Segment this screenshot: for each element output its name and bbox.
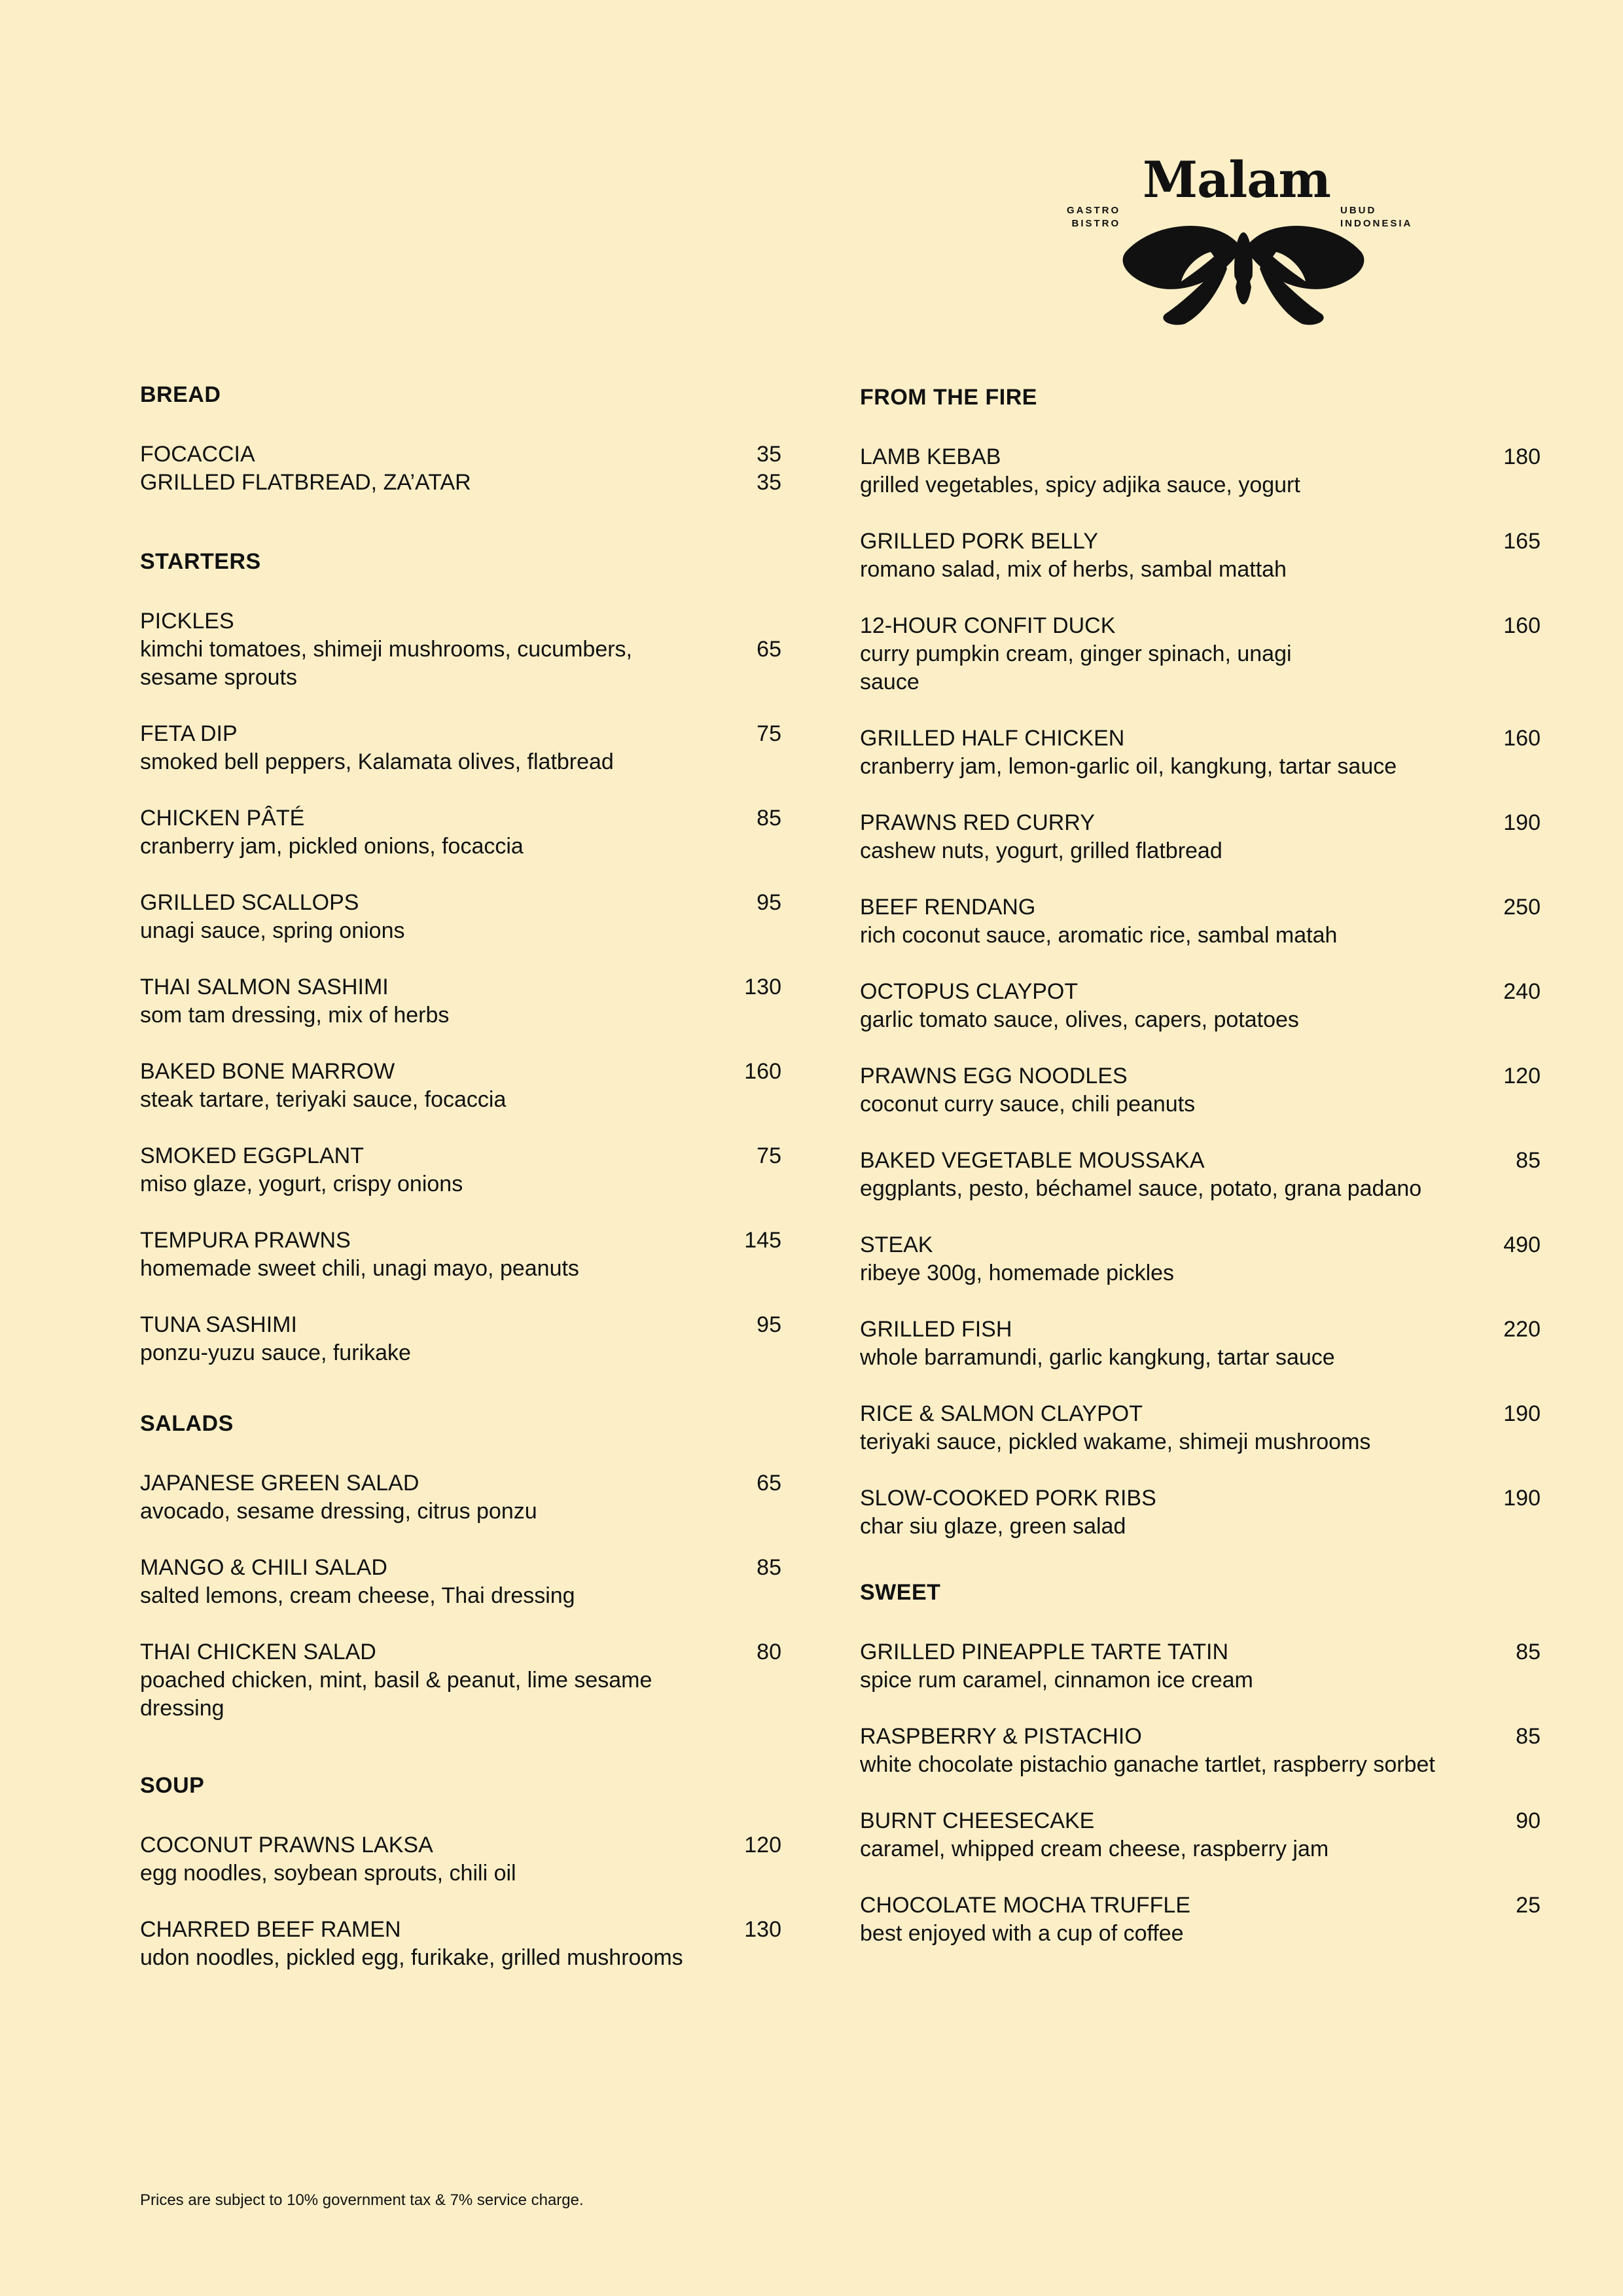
section-sweet [860,1579,1541,1976]
item-price: 240 [1503,979,1541,1004]
item-price: 490 [1503,1232,1541,1257]
menu-item [860,612,1541,696]
item-price: 65 [757,1471,781,1496]
tax-note: Prices are subject to 10% government tax & 7% service charge. [140,2191,584,2209]
item-description: curry pumpkin cream, ginger spinach, unagi sauce [860,641,1292,694]
item-description: romano salad, mix of herbs, sambal mattah [860,557,1287,582]
item-name: GRILLED PINEAPPLE TARTE TATIN [860,1640,1229,1664]
item-name: GRILLED PORK BELLY [860,529,1099,554]
item-name: BAKED VEGETABLE MOUSSAKA [860,1148,1205,1173]
item-price: 85 [757,1555,781,1580]
item-name: LAMB KEBAB [860,444,1001,469]
item-description: caramel, whipped cream cheese, raspberry jam [860,1837,1329,1861]
menu-item [140,607,781,692]
item-price: 160 [1503,613,1541,638]
item-price: 120 [1503,1064,1541,1088]
item-price: 130 [744,1917,781,1942]
item-description: eggplants, pesto, béchamel sauce, potato, grana padano [860,1176,1422,1201]
menu-item [860,809,1541,865]
item-description: miso glaze, yogurt, crispy onions [140,1172,463,1196]
menu-item [860,528,1541,584]
section-soup [140,1772,781,2000]
item-name: SLOW-COOKED PORK RIBS [860,1486,1156,1511]
item-price: 250 [1503,895,1541,920]
menu-item [140,1638,781,1723]
menu-item [860,1638,1541,1695]
item-name: PICKLES [140,609,234,634]
item-name: RICE & SALMON CLAYPOT [860,1401,1143,1426]
section-bread [140,382,781,497]
menu-item [140,889,781,945]
item-description: kimchi tomatoes, shimeji mushrooms, cucumbers, sesame sprouts [140,637,633,690]
item-name: CHICKEN PÂTÉ [140,806,305,831]
menu-item [860,443,1541,499]
item-description: teriyaki sauce, pickled wakame, shimeji mushrooms [860,1429,1371,1454]
item-price: 85 [1516,1640,1541,1664]
item-name: PRAWNS RED CURRY [860,810,1095,835]
item-price: 160 [744,1059,781,1084]
logo-tag-right-line2: INDONESIA [1340,218,1413,229]
item-description: egg noodles, soybean sprouts, chili oil [140,1861,516,1886]
menu-item [860,1892,1541,1948]
item-price: 95 [757,890,781,915]
item-description: garlic tomato sauce, olives, capers, potatoes [860,1007,1299,1032]
item-name: GRILLED FISH [860,1317,1012,1342]
item-description: whole barramundi, garlic kangkung, tartar sauce [860,1345,1335,1370]
item-price: 35 [757,470,781,495]
item-name: BEEF RENDANG [860,895,1036,920]
section-title: SALADS [140,1411,234,1436]
item-price: 165 [1503,529,1541,554]
item-name: SMOKED EGGPLANT [140,1143,364,1168]
item-description: smoked bell peppers, Kalamata olives, flatbread [140,749,614,774]
item-description: homemade sweet chili, unagi mayo, peanuts [140,1256,579,1281]
item-price: 25 [1516,1893,1541,1918]
menu-item [140,1554,781,1610]
item-description: coconut curry sauce, chili peanuts [860,1092,1196,1117]
item-price: 85 [757,806,781,831]
menu-item [860,1484,1541,1541]
menu-item [140,720,781,776]
menu-item [140,1058,781,1114]
menu-item [860,1807,1541,1863]
item-description: cashew nuts, yogurt, grilled flatbread [860,838,1222,863]
item-name: 12-HOUR CONFIT DUCK [860,613,1116,638]
item-price: 75 [757,1143,781,1168]
menu-item [860,978,1541,1034]
item-name: BAKED BONE MARROW [140,1059,395,1084]
section-title: STARTERS [140,549,261,574]
menu-item [140,1469,781,1526]
item-description: spice rum caramel, cinnamon ice cream [860,1668,1253,1693]
item-name: BURNT CHEESECAKE [860,1808,1095,1833]
menu-item [860,1723,1541,1779]
item-price: 160 [1503,726,1541,751]
item-description: avocado, sesame dressing, citrus ponzu [140,1499,537,1524]
menu-item [140,804,781,861]
item-description: grilled vegetables, spicy adjika sauce, yogurt [860,473,1300,497]
menu-item [860,1062,1541,1119]
item-name: TUNA SASHIMI [140,1312,297,1337]
item-price: 85 [1516,1724,1541,1749]
item-description: white chocolate pistachio ganache tartlet, raspberry sorbet [860,1752,1435,1777]
item-name: FETA DIP [140,721,238,746]
item-description: ponzu-yuzu sauce, furikake [140,1340,411,1365]
menu-item [140,1142,781,1198]
menu-item [140,440,781,469]
section-title: FROM THE FIRE [860,385,1037,410]
menu-item [140,1227,781,1283]
item-name: THAI CHICKEN SALAD [140,1640,376,1664]
section-from-the-fire [860,384,1541,1569]
item-name: JAPANESE GREEN SALAD [140,1471,419,1496]
item-name: FOCACCIA [140,442,255,467]
item-name: GRILLED HALF CHICKEN [860,726,1125,751]
item-name: COCONUT PRAWNS LAKSA [140,1833,433,1857]
item-price: 35 [757,442,781,467]
menu-item [140,1311,781,1367]
item-description: cranberry jam, lemon-garlic oil, kangkung, tartar sauce [860,754,1397,779]
item-name: PRAWNS EGG NOODLES [860,1064,1128,1088]
logo-tag-left-line2: BISTRO [1071,218,1121,229]
item-description: rich coconut sauce, aromatic rice, sambal matah [860,923,1338,948]
item-description: unagi sauce, spring onions [140,918,405,943]
item-price: 190 [1503,1486,1541,1511]
item-name: GRILLED FLATBREAD, ZA’ATAR [140,470,471,495]
section-starters [140,548,781,1395]
logo-tag-right-line1: UBUD [1340,205,1377,216]
item-description: steak tartare, teriyaki sauce, focaccia [140,1087,507,1112]
item-price: 130 [744,975,781,999]
item-description: ribeye 300g, homemade pickles [860,1261,1175,1285]
menu-item [140,1916,781,1972]
menu-item [140,973,781,1030]
item-name: THAI SALMON SASHIMI [140,975,389,999]
item-price: 120 [744,1833,781,1857]
item-name: MANGO & CHILI SALAD [140,1555,387,1580]
item-description: best enjoyed with a cup of coffee [860,1921,1184,1946]
item-name: RASPBERRY & PISTACHIO [860,1724,1142,1749]
item-description: udon noodles, pickled egg, furikake, grilled mushrooms [140,1945,683,1970]
item-price: 190 [1503,810,1541,835]
item-price: 65 [757,637,781,662]
item-price: 180 [1503,444,1541,469]
brand-logo [1060,151,1427,334]
item-name: CHARRED BEEF RAMEN [140,1917,401,1942]
item-description: salted lemons, cream cheese, Thai dressing [140,1583,575,1608]
logo-tag-left-line1: GASTRO [1067,205,1121,216]
item-price: 220 [1503,1317,1541,1342]
item-price: 95 [757,1312,781,1337]
item-price: 190 [1503,1401,1541,1426]
item-name: TEMPURA PRAWNS [140,1228,351,1253]
item-description: cranberry jam, pickled onions, focaccia [140,834,524,859]
section-title: SOUP [140,1773,205,1798]
menu-item [860,893,1541,950]
item-description: char siu glaze, green salad [860,1514,1126,1539]
section-salads [140,1410,781,1751]
item-price: 75 [757,721,781,746]
section-title: SWEET [860,1580,941,1605]
menu-item [140,1831,781,1888]
menu-item [860,1231,1541,1287]
menu-item [140,469,781,497]
menu-item [860,1147,1541,1203]
item-price: 90 [1516,1808,1541,1833]
item-name: OCTOPUS CLAYPOT [860,979,1079,1004]
menu-item [860,1400,1541,1456]
logo-wordmark: Malam [1143,151,1330,209]
menu-item [860,725,1541,781]
item-price: 80 [757,1640,781,1664]
item-name: GRILLED SCALLOPS [140,890,359,915]
moth-icon [1113,216,1374,327]
item-description: som tam dressing, mix of herbs [140,1003,450,1028]
item-price: 145 [744,1228,781,1253]
item-name: STEAK [860,1232,933,1257]
item-description: poached chicken, mint, basil & peanut, lime sesame dressing [140,1668,652,1721]
menu-item [860,1316,1541,1372]
section-title: BREAD [140,382,221,407]
item-name: CHOCOLATE MOCHA TRUFFLE [860,1893,1191,1918]
item-price: 85 [1516,1148,1541,1173]
